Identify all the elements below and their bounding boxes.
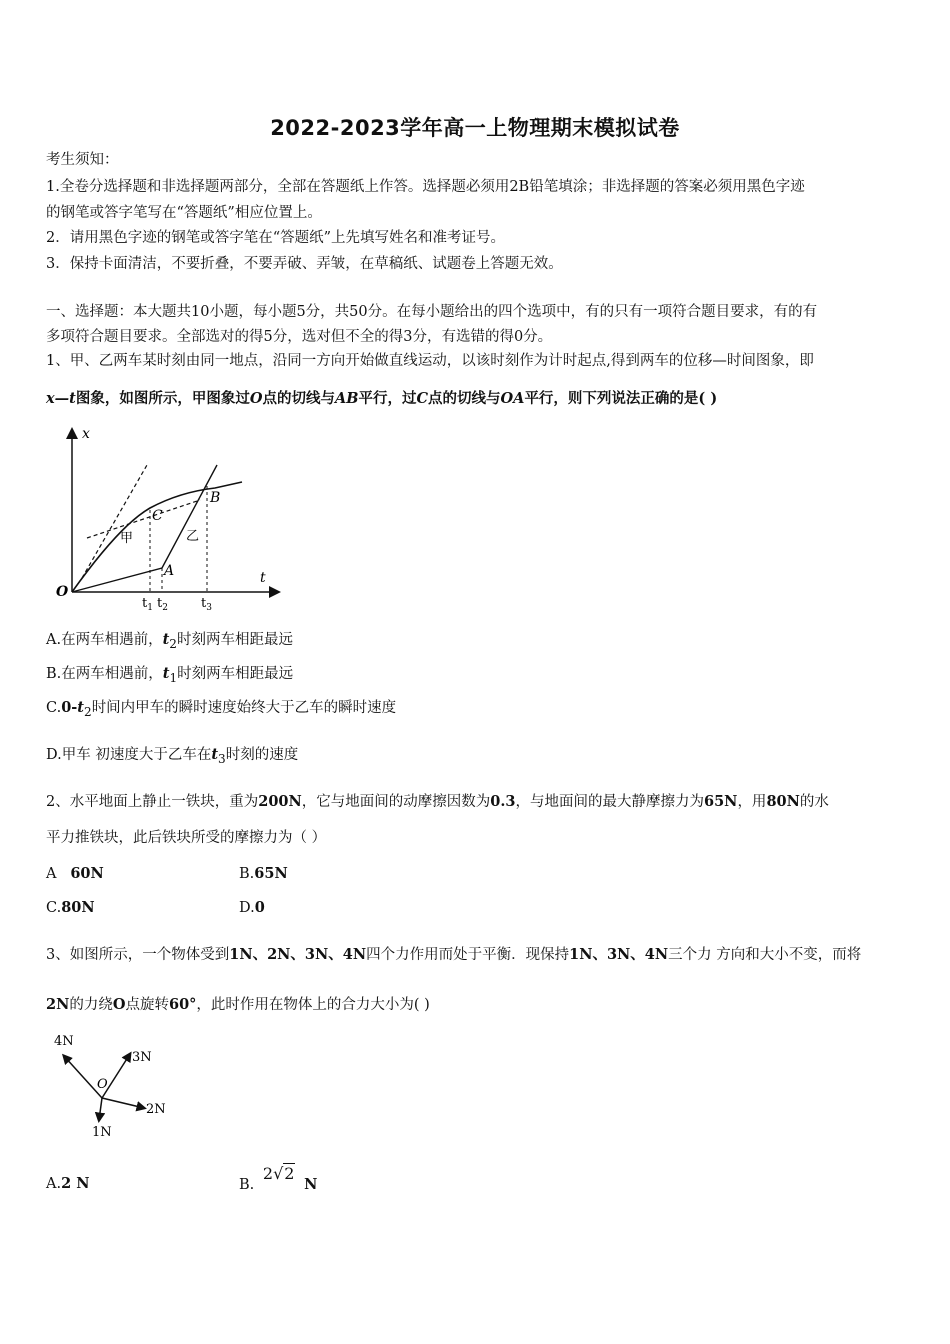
notice-item: 2．请用黑色字迹的钢笔或答字笔在“答题纸”上先填写姓名和准考证号。 — [46, 230, 506, 246]
question-1-option-c: $C.0-t_2$时间内甲车的瞬时速度始终大于乙车的瞬时速度 — [46, 699, 397, 719]
point-c-label: C — [152, 508, 163, 524]
question-1-option-d: D.甲车 初速度大于乙车在$t_3$时刻的速度 — [46, 746, 299, 766]
question-2-option-d: D.0 — [239, 899, 265, 916]
tangent-at-c — [87, 500, 200, 538]
section-instructions: 一、选择题：本大题共10小题，每小题5分，共50分。在每小题给出的四个选项中，有的只有一项符合题目要求，有的有 — [46, 304, 818, 320]
force-2n-label: 2N — [146, 1102, 166, 1117]
point-a-label: A — [164, 563, 175, 579]
notice-heading: 考生须知： — [46, 152, 119, 168]
curve-yi-label: 乙 — [186, 529, 200, 544]
origin-label: O — [56, 584, 69, 600]
question-3-stem: 2N的力绕O点旋转60°，此时作用在物体上的合力大小为( ) — [46, 996, 430, 1013]
question-2-option-c: C.80N — [46, 899, 95, 916]
sqrt-expression: 2√2 — [262, 1164, 295, 1183]
t-axis-label: t — [260, 570, 266, 586]
point-b-label: B — [210, 490, 221, 506]
question-1-xt-graph — [50, 420, 290, 615]
force-1n-label: 1N — [92, 1125, 112, 1140]
question-3-option-b: B. 2√2 N — [239, 1164, 318, 1193]
question-3-stem: 3、如图所示，一个物体受到1N、2N、3N、4N四个力作用而处于平衡．现保持1N、3N、4N三个力 方向和大小不变，而将 — [46, 946, 862, 963]
question-1-option-b: B.在两车相遇前，$t_1$时刻两车相距最远 — [46, 665, 294, 685]
force-1n-arrow — [99, 1098, 102, 1120]
curve-jia-label: 甲 — [120, 531, 134, 546]
section-instructions: 多项符合题目要求。全部选对的得5分，选对但不全的得3分，有选错的得0分。 — [46, 329, 553, 345]
question-2-option-a: A 60N — [46, 865, 104, 882]
notice-item: 3．保持卡面清洁，不要折叠，不要弄破、弄皱，在草稿纸、试题卷上答题无效。 — [46, 256, 563, 272]
tick-t3-label: $t_3$ — [201, 596, 212, 613]
force-3n-label: 3N — [132, 1050, 152, 1065]
tick-t2-label: $t_2$ — [157, 596, 168, 613]
question-1-option-a: A.在两车相遇前，$t_2$时刻两车相距最远 — [46, 631, 293, 651]
tick-t1-label: $t_1$ — [142, 596, 153, 613]
question-3-option-a: A.2 N — [46, 1175, 90, 1192]
radical-sign-icon: √ — [273, 1164, 284, 1183]
question-2-stem: 2、水平地面上静止一铁块，重为200N，它与地面间的动摩擦因数为0.3，与地面间的最大静摩擦力为65N，用80N的水 — [46, 793, 829, 810]
question-1-stem: x—t图象，如图所示，甲图象过O点的切线与AB平行，过C点的切线与OA平行，则下列说法正确的是( ) — [46, 390, 718, 407]
x-axis-label: x — [82, 426, 90, 442]
exam-title: 2022-2023学年高一上物理期末模拟试卷 — [270, 116, 680, 140]
notice-item: 的钢笔或答字笔写在“答题纸”相应位置上。 — [46, 205, 322, 221]
question-2-option-b: B.65N — [239, 865, 288, 882]
force-2n-arrow — [102, 1098, 144, 1108]
force-4n-label: 4N — [54, 1034, 74, 1049]
origin-label: O — [97, 1077, 108, 1092]
question-2-stem: 平力推铁块，此后铁块所受的摩擦力为（ ） — [46, 830, 327, 846]
notice-item: 1.全卷分选择题和非选择题两部分，全部在答题纸上作答。选择题必须用2B铅笔填涂；非选择题的答案必须用黑色字迹 — [46, 179, 805, 195]
question-1-stem: 1、甲、乙两车某时刻由同一地点，沿同一方向开始做直线运动，以该时刻作为计时起点,得到两车的位移—时间图象，即 — [46, 353, 814, 369]
question-3-force-diagram — [50, 1028, 180, 1143]
